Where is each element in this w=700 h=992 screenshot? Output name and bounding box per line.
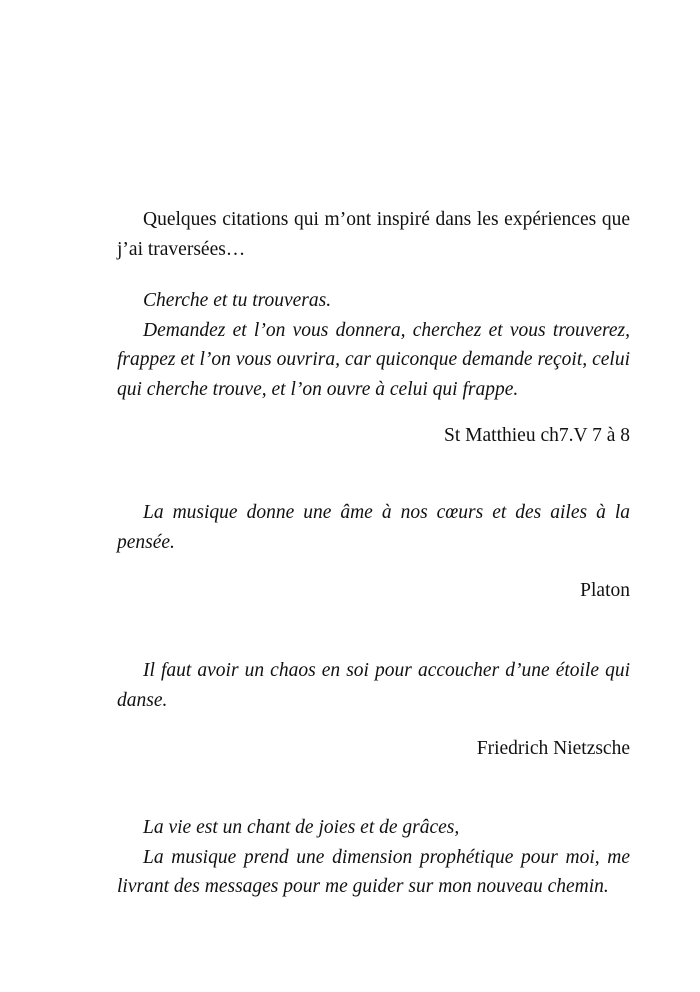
- quote-3-block: [117, 656, 630, 715]
- quote-3-line-1: Il faut avoir un chaos en soi pour accoucher d’une étoile qui danse.: [117, 660, 630, 711]
- intro-text: Quelques citations qui m’ont inspiré dans les expériences que j’ai traversées…: [117, 209, 630, 260]
- quote-1-line-1: Cherche et tu trouveras.: [143, 290, 332, 311]
- quote-1-author: St Matthieu ch7.V 7 à 8: [444, 425, 630, 446]
- quote-1-block: [117, 286, 630, 404]
- quote-3-author: Friedrich Nietzsche: [476, 738, 630, 759]
- quote-2-author: Platon: [580, 580, 630, 601]
- quote-4-block: [117, 813, 630, 902]
- quote-4-line-2: La musique prend une dimension prophétique pour moi, me livrant des messages pour me guider sur mon nouveau chemin.: [117, 846, 630, 897]
- quote-2-block: [117, 498, 630, 557]
- quote-2-line-1: La musique donne une âme à nos cœurs et des ailes à la pensée.: [117, 502, 630, 553]
- intro-block: [117, 205, 630, 264]
- quote-1-line-2: Demandez et l’on vous donnera, cherchez et vous trouverez, frappez et l’on vous ouvrira, car quiconque demande reçoit, celui qui cherche trouve, et l’on ouvre à celui qui frappe.: [117, 319, 630, 400]
- quote-4-line-1: La vie est un chant de joies et de grâces,: [143, 817, 460, 838]
